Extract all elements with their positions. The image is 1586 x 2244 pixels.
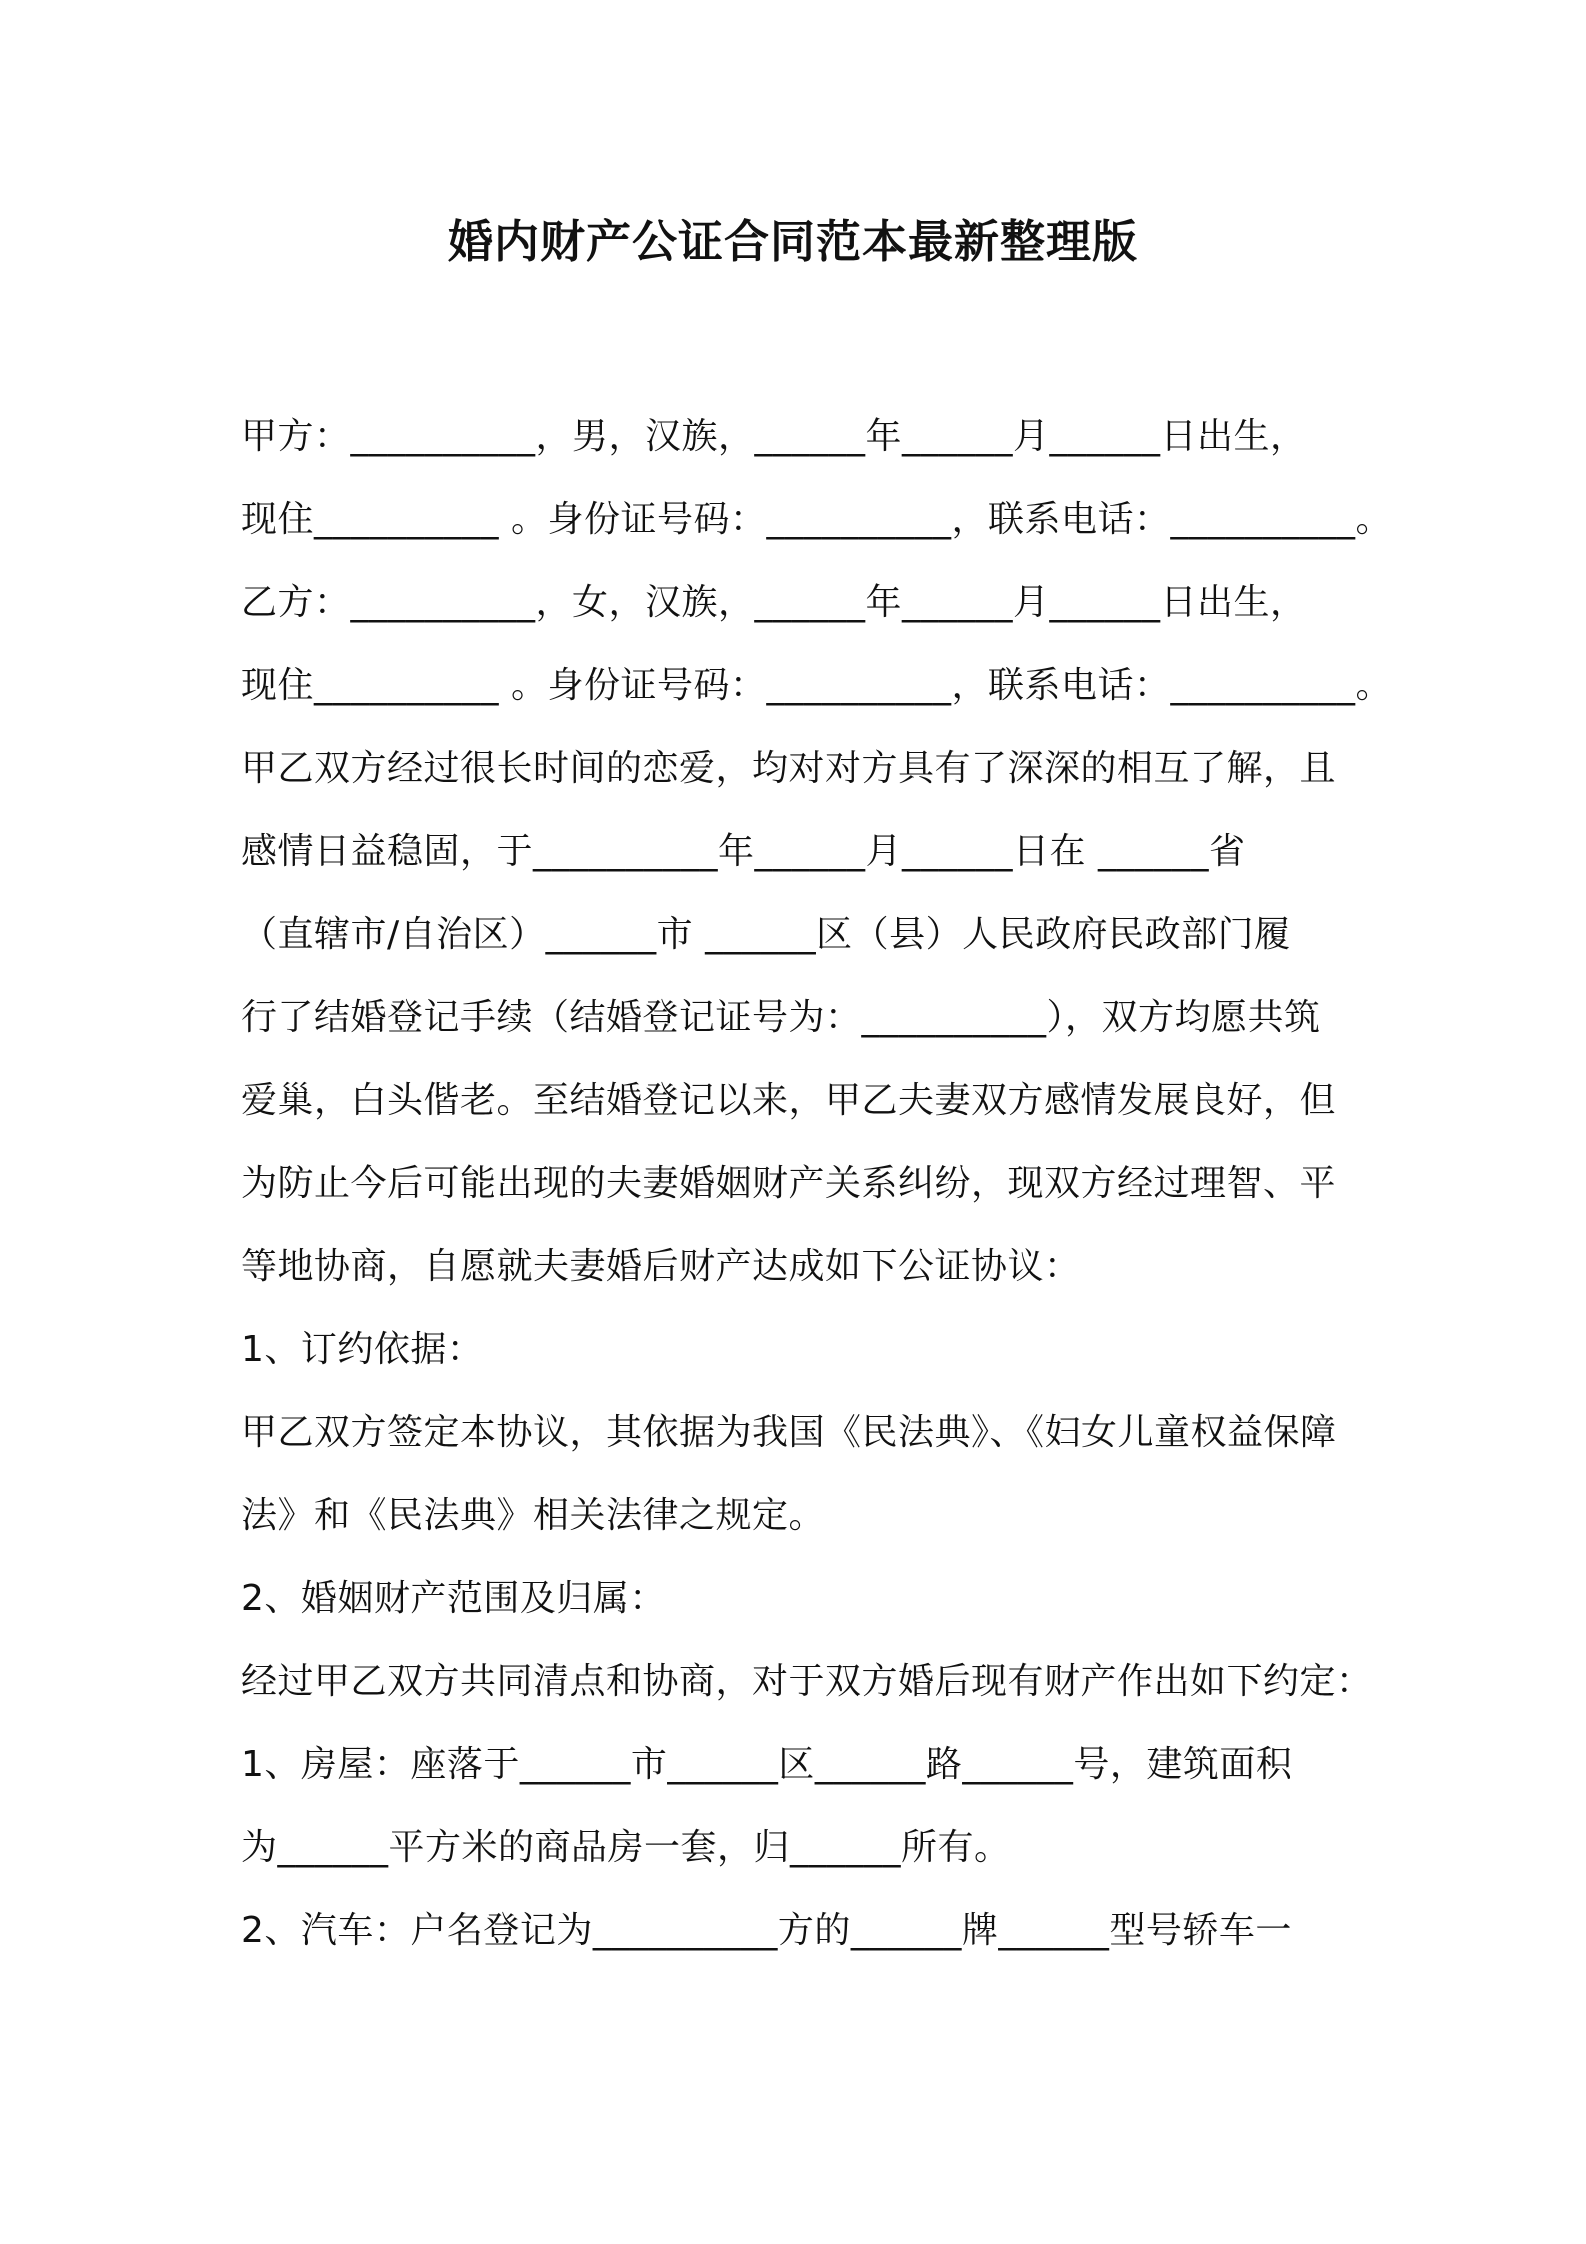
text-line: 现住__________ 。身份证号码：__________，联系电话：__________。 [241, 665, 1392, 706]
section-heading: 2、婚姻财产范围及归属： [241, 1578, 666, 1619]
text-line: 甲乙双方经过很长时间的恋爱，均对对方具有了深深的相互了解，且 [241, 748, 1337, 789]
text-line: 等地协商，自愿就夫妻婚后财产达成如下公证协议： [241, 1246, 1081, 1287]
text-line: 甲方：__________，男，汉族，______年______月______日出生， [241, 416, 1307, 457]
text-line: 行了结婚登记手续（结婚登记证号为：__________），双方均愿共筑 [241, 997, 1321, 1038]
section-heading: 1、订约依据： [241, 1329, 484, 1370]
text-line: 法》和《民法典》相关法律之规定。 [241, 1495, 826, 1536]
text-line: 现住__________ 。身份证号码：__________，联系电话：__________。 [241, 499, 1392, 540]
text-line: 甲乙双方签定本协议，其依据为我国《民法典》、《妇女儿童权益保障 [241, 1412, 1337, 1453]
text-line: 爱巢，白头偕老。至结婚登记以来，甲乙夫妻双方感情发展良好，但 [241, 1080, 1337, 1121]
text-line: 为______平方米的商品房一套，归______所有。 [241, 1827, 1011, 1868]
text-line: 感情日益稳固，于__________年______月______日在 ______省 [241, 831, 1246, 872]
document-title: 婚内财产公证合同范本最新整理版 [447, 215, 1138, 268]
text-line: 为防止今后可能出现的夫妻婚姻财产关系纠纷，现双方经过理智、平 [241, 1163, 1337, 1204]
text-line: 乙方：__________，女，汉族，______年______月______日出生， [241, 582, 1307, 623]
text-line: （直辖市/自治区）______市 ______区（县）人民政府民政部门履 [241, 914, 1291, 955]
text-line: 经过甲乙双方共同清点和协商，对于双方婚后现有财产作出如下约定： [241, 1661, 1373, 1702]
text-line: 2、汽车：户名登记为__________方的______牌______型号轿车一 [241, 1910, 1292, 1951]
text-line: 1、房屋：座落于______市______区______路______号，建筑面积 [241, 1744, 1293, 1785]
